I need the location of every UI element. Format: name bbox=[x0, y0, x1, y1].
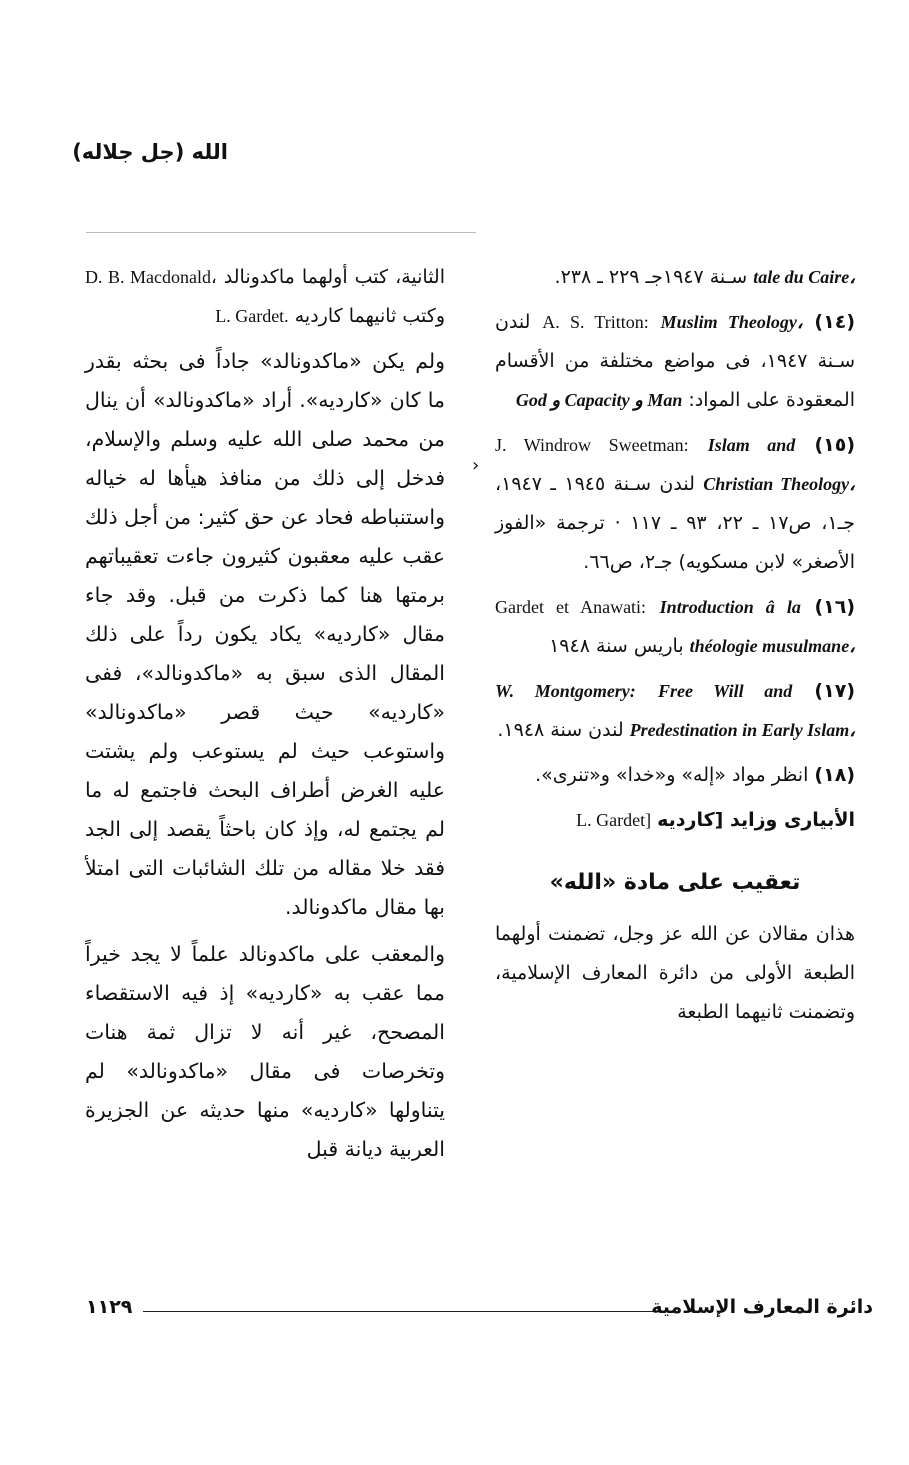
author-signature bbox=[495, 801, 855, 840]
footnote-number: (١٦) bbox=[814, 596, 856, 618]
body-paragraph: ولم يكن «ماكدونالد» جاداً فى بحثه بقدر ما كان «كارديه». أراد «ماكدونالد» أن ينال من محمد صلى الله عليه وسلم والإسلام، فدخل إلى ذلك من منافذ هيأها له خياله واستنباطه فحاد عن حق كثير: من أجل ذلك عقب عليه معقبون كثيرون جاءت تعقيباتهم برمتها هنا كما ذكرت من قبل. وقد جاء مقال «كارديه» يكاد يكون رداً على ذلك المقال الذى سبق به «ماكدونالد»، ففى «كارديه» حيث قصر «ماكدونالد» واستوعب حيث لم يستوعب ولم يشتت عليه الغرض أطراف البحث فاجتمع له ما لم يجتمع له، وإذ كان باحثاً يقصد إلى الجد فقد خلا مقاله من تلك الشائبات التى امتلأ بها مقال ماكدونالد. bbox=[85, 349, 445, 919]
footnote-number: (١٧) bbox=[814, 680, 855, 702]
footnote-title: tale du Caire، bbox=[753, 267, 855, 287]
footnote-author: W. Montgomery: bbox=[495, 681, 636, 701]
footnote-15 bbox=[495, 426, 855, 582]
footer-title: دائرة المعارف الإسلامية bbox=[651, 1296, 873, 1318]
footnote-14 bbox=[495, 303, 855, 420]
footnote-text: لندن سـنة ١٩٤٥ ـ ١٩٤٧، جـ١، ص١٧ ـ ٢٢، ٩٣ ـ ١١٧ · ترجمة «الفوز الأصغر» لابن مسكويه) جـ٢، ص٦٦. bbox=[495, 473, 855, 573]
footnote-terms: God و Capacity و Man bbox=[515, 390, 683, 410]
body-paragraph: والمعقب على ماكدونالد علماً لا يجد خيراً مما عقب به «كارديه» إذ فيه الاستقصاء المصحح، غير أنه لا تزال ثمة هنات وتخرصات فى مقال «ماكدونالد» لم يتناولها «كارديه» منها حديثه عن الجزيرة العربية ديانة قبل bbox=[85, 942, 445, 1161]
footnote-text: لندن سـنة ١٩٤٧، فى مواضع مختلفة من الأقسام المعقودة على المواد: bbox=[495, 311, 855, 411]
footnote-16 bbox=[495, 588, 855, 666]
signature-arabic: الأبيارى وزايد [كارديه bbox=[657, 809, 855, 831]
footnote-author: A. S. Tritton: bbox=[542, 312, 649, 332]
left-column bbox=[85, 258, 445, 1177]
footnote-continued bbox=[495, 258, 855, 297]
footnote-17 bbox=[495, 672, 855, 750]
right-column bbox=[495, 258, 855, 1046]
continuation-intro bbox=[85, 258, 445, 336]
footnote-number: (١٤) bbox=[814, 311, 855, 333]
section-intro: هذان مقالان عن الله عز وجل، تضمنت أولهما الطبعة الأولى من دائرة المعارف الإسلامية، وتضمنت ثانيهما الطبعة bbox=[495, 923, 855, 1023]
footnote-title: Islam and Christian Theology، bbox=[703, 435, 855, 494]
footer-rule bbox=[143, 1311, 671, 1312]
footnote-text: انظر مواد «إله» و«خدا» و«تنرى». bbox=[535, 764, 815, 786]
footnote-title: Free Will and Predestination in Early Islam، bbox=[629, 681, 855, 740]
signature-latin: L. Gardet] bbox=[576, 810, 652, 830]
footnote-18 bbox=[495, 756, 855, 795]
running-title: الله (جل جلاله) bbox=[72, 140, 228, 164]
margin-mark: › bbox=[472, 455, 480, 476]
footnote-text: لندن سنة ١٩٤٨. bbox=[497, 719, 630, 741]
footnote-number: (١٥) bbox=[814, 434, 856, 456]
intro-author-name: D. B. Macdonald، bbox=[85, 267, 217, 287]
footnote-text: باريس سنة ١٩٤٨ bbox=[549, 635, 690, 657]
footnote-author: J. Windrow Sweetman: bbox=[495, 435, 689, 455]
page-number: ١١٢٩ bbox=[86, 1296, 133, 1318]
intro-text: الثانية، كتب أولهما ماكدونالد bbox=[223, 266, 446, 288]
footnote-title: Introduction â la théologie musulmane، bbox=[659, 597, 855, 656]
footnote-number: (١٨) bbox=[814, 764, 855, 786]
header-rule bbox=[86, 232, 476, 233]
footnote-text: سـنة ١٩٤٧جـ ٢٢٩ ـ ٢٣٨. bbox=[554, 266, 754, 288]
footnote-title: Muslim Theology، bbox=[660, 312, 803, 332]
section-title: تعقيب على مادة «الله» bbox=[549, 870, 801, 895]
intro-text: وكتب ثانيهما كارديه bbox=[294, 305, 445, 327]
intro-author-name: L. Gardet. bbox=[215, 306, 289, 326]
footnote-author: Gardet et Anawati: bbox=[495, 597, 647, 617]
